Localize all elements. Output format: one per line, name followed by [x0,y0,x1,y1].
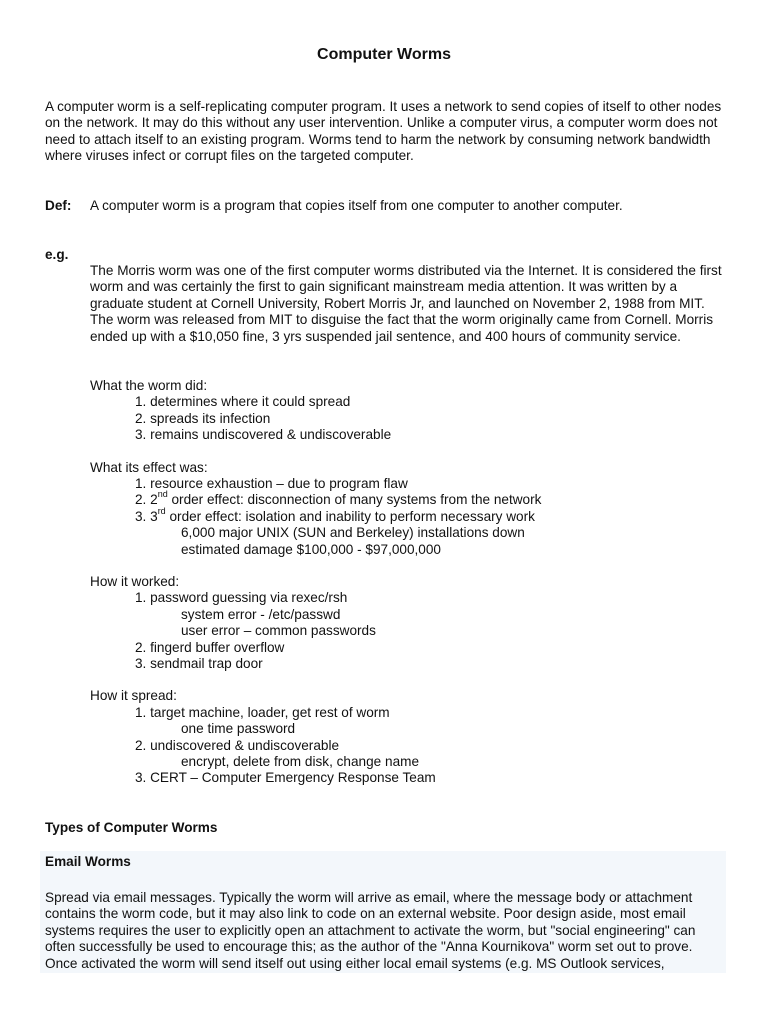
how-worked-heading: How it worked: [90,574,180,589]
page-title: Computer Worms [317,46,451,63]
sub-item: 6,000 major UNIX (SUN and Berkeley) installations down [181,525,525,540]
email-worms-heading: Email Worms [45,854,131,869]
list-item [135,506,535,525]
list-item: 2. fingerd buffer overflow [135,640,285,655]
effect-heading: What its effect was: [90,460,208,475]
sub-item: user error – common passwords [181,623,376,638]
ordinal-suffix: nd [157,489,168,500]
list-item: 1. resource exhaustion – due to program flaw [135,476,408,491]
example-label: e.g. [45,247,69,262]
sub-item: system error - /etc/passwd [181,607,341,622]
list-item-text: order effect: isolation and inability to perform necessary work [165,509,535,524]
list-item: 1. determines where it could spread [135,394,351,409]
definition-text: A computer worm is a program that copies itself from one computer to another computer. [90,198,623,213]
intro-paragraph: A computer worm is a self-replicating computer program. It uses a network to send copies of itself to other nodes on the network. It may do this without any user intervention. Unlike a computer virus, a computer worm does not need to attach itself to an existing program. Worms tend to harm the network by consuming network bandwidth where viruses infect or corrupt files on the targeted computer. [45,99,722,164]
list-item-text: order effect: disconnection of many systems from the network [167,492,542,507]
list-item: 3. remains undiscovered & undiscoverable [135,427,392,442]
sub-item: encrypt, delete from disk, change name [181,754,420,769]
how-spread-heading: How it spread: [90,688,177,703]
list-item: 3. CERT – Computer Emergency Response Team [135,770,436,785]
example-paragraph: The Morris worm was one of the first computer worms distributed via the Internet. It is considered the first worm and was certainly the first to gain significant mainstream media attention. It was written by a graduate student at Cornell University, Robert Morris Jr, and launched on November 2, 1988 from MIT. The worm was released from MIT to disguise the fact that the worm originally came from Cornell. Morris ended up with a $10,050 fine, 3 yrs suspended jail sentence, and 400 hours of community service. [90,263,722,344]
list-item-number: 2. 2 [135,492,158,507]
definition-label: Def: [45,198,72,213]
list-item: 1. target machine, loader, get rest of worm [135,705,390,720]
list-item: 2. spreads its infection [135,411,271,426]
section-heading-types: Types of Computer Worms [45,820,218,835]
what-did-heading: What the worm did: [90,378,208,393]
list-item: 1. password guessing via rexec/rsh [135,590,348,605]
sub-item: estimated damage $100,000 - $97,000,000 [181,542,441,557]
ordinal-suffix: rd [157,506,166,517]
sub-item: one time password [181,721,296,736]
list-item: 3. sendmail trap door [135,656,263,671]
list-item [135,489,542,508]
list-item: 2. undiscovered & undiscoverable [135,738,340,753]
list-item-number: 3. 3 [135,509,158,524]
email-worms-paragraph: Spread via email messages. Typically the worm will arrive as email, where the message body or attachment contains the worm code, but it may also link to code on an external website. Poor design aside, most email systems requires the user to explicitly open an attachment to activate the worm, but "social engineering" can often successfully be used to encourage this; as the author of the "Anna Kournikova" worm set out to prove. Once activated the worm will send itself out using either local email systems (e.g. MS Outlook services, [45,890,696,971]
